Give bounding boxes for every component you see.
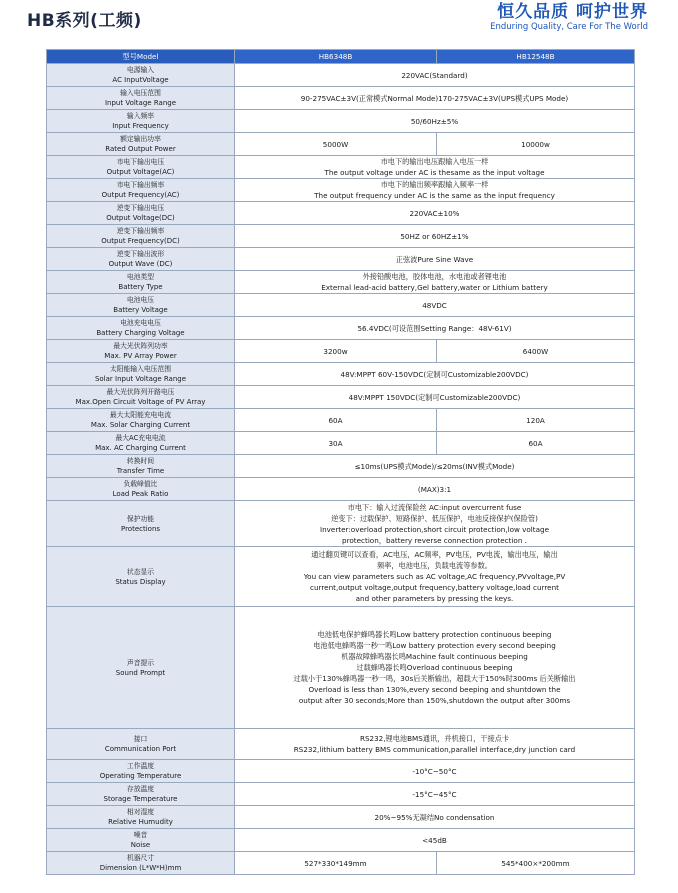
row-label-en: Relative Humudity [108, 818, 173, 826]
row-label [47, 547, 235, 607]
table-row [47, 478, 635, 501]
row-label [47, 455, 235, 478]
row-label-cn: 逆变下输出频率 [116, 227, 165, 235]
row-label-en: Transfer Time [116, 467, 165, 475]
row-label [47, 133, 235, 156]
row-label-cn: 市电下输出电压 [116, 158, 165, 166]
row-label [47, 110, 235, 133]
row-value-col1: 30A [235, 432, 437, 455]
spec-table [46, 49, 635, 875]
table-row [47, 87, 635, 110]
table-row [47, 133, 635, 156]
table-row [47, 386, 635, 409]
table-row [47, 156, 635, 179]
row-label-cn: 逆变下输出电压 [116, 204, 165, 212]
row-value-shared: (MAX)3:1 [235, 478, 635, 501]
row-label-cn: 存放温度 [126, 785, 155, 793]
row-label-en: Solar Input Voltage Range [94, 375, 187, 383]
row-value-shared: 220VAC±10% [235, 202, 635, 225]
row-label-en: Load Peak Ratio [112, 490, 169, 498]
row-label [47, 64, 235, 87]
row-label-en: Output Frequency(DC) [101, 237, 180, 245]
row-label [47, 248, 235, 271]
row-label-cn: 工作温度 [126, 762, 155, 770]
header-model-label: 型号Model [47, 50, 235, 64]
row-label-cn: 声音提示 [126, 658, 155, 667]
row-value-shared: -10°C~50°C [235, 760, 635, 783]
row-label-cn: 最大光伏阵列功率 [113, 342, 168, 350]
row-value-shared: 48V:MPPT 60V-150VDC(定制可Customizable200VDC) [235, 363, 635, 386]
row-label-en: Battery Type [118, 283, 163, 291]
row-label-en: Status Display [115, 577, 166, 586]
row-label-en: Output Wave (DC) [108, 260, 173, 268]
row-label-cn: 市电下输出频率 [116, 181, 165, 189]
table-row [47, 64, 635, 87]
row-value-shared: 90-275VAC±3V(正常模式Normal Mode)170-275VAC±3V(UPS模式UPS Mode) [235, 87, 635, 110]
table-row [47, 729, 635, 760]
row-label-en: Storage Temperature [103, 795, 178, 803]
brand-slogan-en: Enduring Quality, Care For The World [490, 22, 648, 32]
row-label-cn: 接口 [133, 735, 148, 743]
table-row [47, 271, 635, 294]
row-label-cn: 电池类型 [126, 273, 155, 281]
brand-block [490, 2, 648, 33]
row-value-col1: 3200w [235, 340, 437, 363]
table-row [47, 179, 635, 202]
row-label [47, 409, 235, 432]
row-value-col2: 60A [437, 432, 635, 455]
row-label-en: Battery Voltage [113, 306, 168, 314]
table-row [47, 409, 635, 432]
table-row [47, 202, 635, 225]
row-label [47, 271, 235, 294]
row-value-shared: 20%~95%无凝结No condensation [235, 806, 635, 829]
row-label-cn: 电源输入 [126, 66, 155, 74]
row-label-en: AC InputVoltage [112, 76, 169, 84]
row-label-cn: 输入频率 [126, 112, 155, 120]
table-row [47, 248, 635, 271]
row-label-en: Max. PV Array Power [104, 352, 177, 360]
row-label [47, 729, 235, 760]
row-value-shared: -15°C~45°C [235, 783, 635, 806]
brand-slogan-cn: 恒久品质 呵护世界 [497, 2, 648, 22]
row-label [47, 317, 235, 340]
row-value-col1: 527*330*149mm [235, 852, 437, 875]
row-label-en: Sound Prompt [115, 668, 166, 677]
table-row [47, 294, 635, 317]
row-value-shared: 通过翻页键可以查看，AC电压，AC频率，PV电压，PV电流，输出电压，输出 频率，电池电压，负载电流等参数。 You can view parameters such as AC voltage,AC frequency,PVvoltage,PV current,output voltage,output frequency,battery voltage,load current and other parameters by pressing the keys. [235, 547, 635, 607]
row-value-col2: 6400W [437, 340, 635, 363]
row-value-col2: 545*400×*200mm [437, 852, 635, 875]
row-label [47, 783, 235, 806]
row-label [47, 760, 235, 783]
row-label-en: Noise [130, 841, 151, 849]
row-label-cn: 保护功能 [126, 514, 155, 523]
row-label [47, 179, 235, 202]
row-label [47, 202, 235, 225]
row-value-shared: 市电下的输出频率跟输入频率一样 The output frequency under AC is the same as the input frequency [235, 179, 635, 202]
row-label-en: Input Voltage Range [104, 99, 177, 107]
row-label-cn: 输入电压范围 [120, 89, 161, 97]
table-row [47, 363, 635, 386]
row-label [47, 501, 235, 547]
row-label [47, 829, 235, 852]
row-label [47, 225, 235, 248]
row-label-cn: 最大光伏阵列开路电压 [106, 388, 175, 396]
row-value-shared: ≤10ms(UPS模式Mode)/≤20ms(INV模式Mode) [235, 455, 635, 478]
row-value-shared: RS232,锂电池BMS通讯，并机接口，干接点卡 RS232,lithium battery BMS communication,parallel interface,dry junction card [235, 729, 635, 760]
header-model-hb6348b: HB6348B [235, 50, 437, 64]
row-label-en: Rated Output Power [105, 145, 176, 153]
row-label-cn: 机器尺寸 [126, 854, 155, 862]
table-row [47, 783, 635, 806]
row-value-shared: 市电下的输出电压跟输入电压一样 The output voltage under AC is thesame as the input voltage [235, 156, 635, 179]
table-row [47, 110, 635, 133]
row-label-en: Communication Port [104, 745, 177, 753]
table-row [47, 829, 635, 852]
row-value-shared: 正弦波Pure Sine Wave [235, 248, 635, 271]
row-label-cn: 状态显示 [126, 567, 155, 576]
row-value-shared: 50HZ or 60HZ±1% [235, 225, 635, 248]
table-row [47, 340, 635, 363]
row-label [47, 156, 235, 179]
row-label-cn: 最大太阳能充电电流 [109, 411, 172, 419]
row-label-en: Protections [120, 524, 161, 533]
header-model-hb12548b: HB12548B [437, 50, 635, 64]
row-label-en: Max.Open Circuit Voltage of PV Array [75, 398, 206, 406]
row-label-en: Dimension (L*W*H)mm [99, 864, 182, 872]
row-label-en: Output Voltage(DC) [106, 214, 175, 222]
table-row [47, 607, 635, 729]
row-label-cn: 电池充电电压 [120, 319, 161, 327]
row-label-en: Output Frequency(AC) [101, 191, 180, 199]
table-row [47, 547, 635, 607]
row-label-cn: 最大AC充电电流 [115, 434, 166, 442]
row-label-cn: 噪音 [133, 831, 148, 839]
row-label-cn: 负载峰值比 [123, 480, 158, 488]
row-label-cn: 相对湿度 [126, 808, 155, 816]
table-row [47, 852, 635, 875]
row-value-col2: 120A [437, 409, 635, 432]
row-value-shared: 电池低电保护蜂鸣器长鸣Low battery protection continuous beeping 电池低电蜂鸣器一秒一鸣Low battery protection every second beeping 机器故障蜂鸣器长鸣Machine fault continuous beeping 过载蜂鸣器长鸣Overload continuous beeping 过载小于130%蜂鸣器一秒一鸣，30s后关断输出，超载大于150%时300ms 后关断输出 Overload is less than 130%,every second beeping and shuntdown the output after 30 seconds;More than 150%,shutdown the output after 300ms [235, 607, 635, 729]
table-header-row [47, 50, 635, 64]
row-value-shared: 50/60Hz±5% [235, 110, 635, 133]
row-label-en: Input Frequency [112, 122, 169, 130]
row-value-shared: 56.4VDC(可设范围Setting Range：48V-61V) [235, 317, 635, 340]
row-label [47, 340, 235, 363]
row-label [47, 386, 235, 409]
row-label [47, 294, 235, 317]
row-label [47, 432, 235, 455]
row-value-shared: 48VDC [235, 294, 635, 317]
table-row [47, 317, 635, 340]
row-label-en: Max. AC Charging Current [95, 444, 186, 452]
row-label-cn: 逆变下输出波形 [116, 250, 165, 258]
row-value-shared: 48V:MPPT 150VDC(定制可Customizable200VDC) [235, 386, 635, 409]
row-label-en: Max. Solar Charging Current [90, 421, 191, 429]
row-label-cn: 转换时间 [126, 457, 155, 465]
row-label [47, 478, 235, 501]
row-label-cn: 电池电压 [126, 296, 155, 304]
table-row [47, 455, 635, 478]
row-label-en: Battery Charging Voltage [96, 329, 185, 337]
table-row [47, 806, 635, 829]
table-row [47, 225, 635, 248]
table-row [47, 760, 635, 783]
row-label-cn: 额定输出功率 [120, 135, 161, 143]
row-label [47, 87, 235, 110]
row-value-shared: 220VAC(Standard) [235, 64, 635, 87]
row-label-en: Operating Temperature [99, 772, 182, 780]
row-value-shared: 外接铅酸电池，胶体电池，水电池或者锂电池 External lead-acid battery,Gel battery,water or Lithium battery [235, 271, 635, 294]
row-label-en: Output Voltage(AC) [106, 168, 175, 176]
row-value-col2: 10000w [437, 133, 635, 156]
page-title: HB系列(工频) [27, 11, 142, 31]
row-label [47, 806, 235, 829]
row-value-shared: <45dB [235, 829, 635, 852]
table-row [47, 501, 635, 547]
row-label-cn: 太阳能输入电压范围 [109, 365, 172, 373]
row-value-shared: 市电下：输入过流保险丝 AC:input overcurrent fuse 逆变下：过载保护、短路保护、低压保护，电池反接保护(保险管) Inverter:overload protection,short circuit protection,low voltage protection，battery reverse connection protection . [235, 501, 635, 547]
row-label [47, 607, 235, 729]
row-label [47, 363, 235, 386]
row-value-col1: 5000W [235, 133, 437, 156]
table-row [47, 432, 635, 455]
row-label [47, 852, 235, 875]
row-value-col1: 60A [235, 409, 437, 432]
